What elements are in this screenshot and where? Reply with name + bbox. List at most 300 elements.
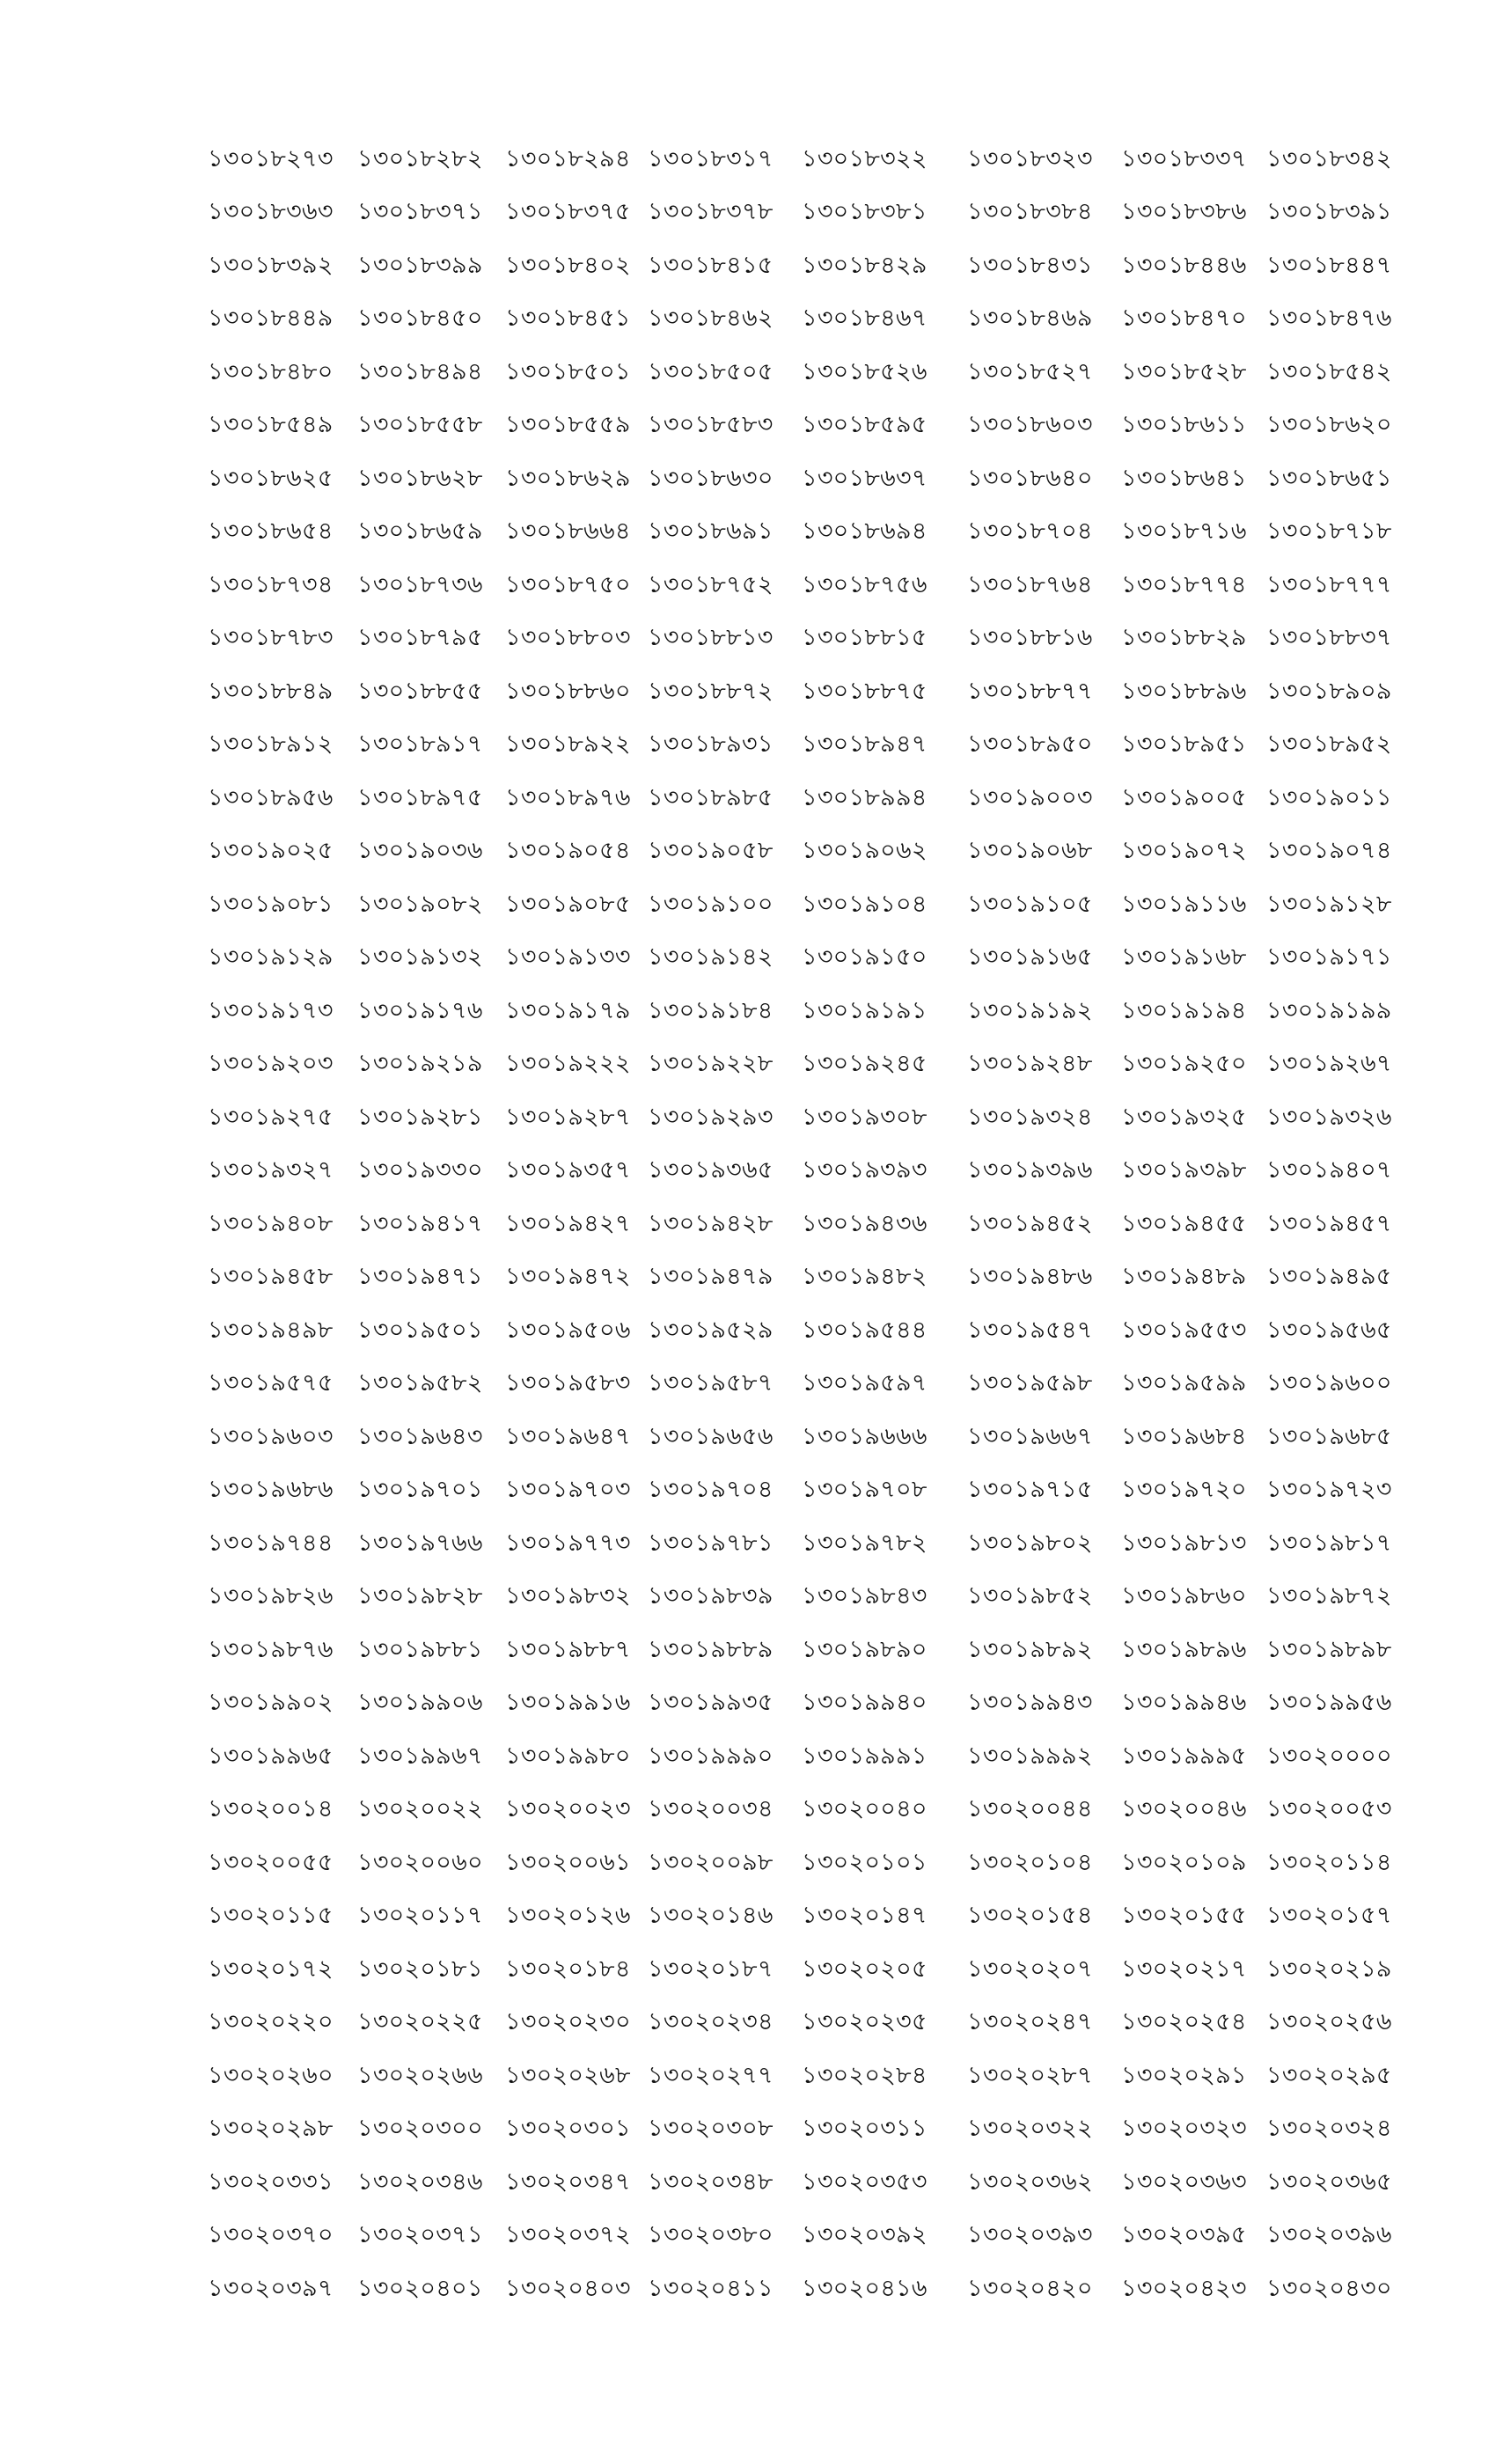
roll-number: ১৩০১৮৩৯২: [208, 251, 334, 279]
roll-number: ১৩০১৯৮৪৩: [802, 1582, 928, 1610]
roll-number: ১৩০১৮২৭৩: [208, 144, 334, 172]
roll-number: ১৩০১৯১৩৩: [505, 943, 631, 972]
roll-number: ১৩০১৮৪১৫: [648, 251, 774, 279]
roll-number: ১৩০১৯০৩৬: [357, 837, 483, 865]
roll-number: ১৩০১৮৯৮৫: [648, 783, 774, 811]
roll-number: ১৩০২০৪০১: [357, 2274, 483, 2302]
roll-number: ১৩০১৮৯৫১: [1121, 730, 1247, 759]
roll-number: ১৩০২০৪২৩: [1121, 2274, 1247, 2302]
roll-number: ১৩০১৮৭৯৫: [357, 624, 483, 652]
roll-number: ১৩০১৮৮৭৭: [967, 677, 1093, 705]
roll-number: ১৩০২০০২২: [357, 1795, 483, 1823]
roll-number: ১৩০১৯১৭৯: [505, 996, 631, 1024]
roll-number: ১৩০১৮৭৬৪: [967, 570, 1093, 598]
roll-number: ১৩০১৮৬৪০: [967, 464, 1093, 492]
roll-number: ১৩০১৮৯৭৬: [505, 783, 631, 811]
roll-number: ১৩০১৯৭০৮: [802, 1476, 928, 1504]
roll-number: ১৩০১৮৮৬০: [505, 677, 631, 705]
roll-number: ১৩০১৯৯০২: [208, 1689, 334, 1717]
roll-number: ১৩০১৮৩৯৯: [357, 251, 483, 279]
roll-number: ১৩০১৯১৮৪: [648, 996, 774, 1024]
roll-number: ১৩০২০৩০০: [357, 2115, 483, 2143]
roll-number: ১৩০১৯৩৯৬: [967, 1156, 1093, 1184]
roll-number: ১৩০১৮৫২৮: [1121, 357, 1247, 385]
roll-number: ১৩০১৯৫৮৭: [648, 1369, 774, 1397]
roll-number: ১৩০২০৩৮০: [648, 2221, 774, 2249]
roll-number: ১৩০১৮৫০১: [505, 357, 631, 385]
roll-number: ১৩০২০১৭২: [208, 1954, 334, 1983]
roll-number: ১৩০১৯০৫৪: [505, 837, 631, 865]
roll-number: ১৩০১৯৯৬৫: [208, 1742, 334, 1770]
roll-number: ১৩০১৮৪৬২: [648, 304, 774, 333]
roll-number: ১৩০১৮৮৭২: [648, 677, 774, 705]
roll-number: ১৩০২০৩৬৩: [1121, 2167, 1247, 2196]
roll-number: ১৩০২০১১৪: [1266, 1848, 1392, 1876]
roll-number: ১৩০১৮৭৭৪: [1121, 570, 1247, 598]
roll-number: ১৩০১৯২৮৭: [505, 1103, 631, 1131]
roll-number: ১৩০২০৩০১: [505, 2115, 631, 2143]
roll-number: ১৩০১৮৮৯৬: [1121, 677, 1247, 705]
roll-number: ১৩০২০৩৪৬: [357, 2167, 483, 2196]
roll-number: ১৩০২০০০০: [1266, 1742, 1392, 1770]
roll-number: ১৩০১৯৩৬৫: [648, 1156, 774, 1184]
roll-number: ১৩০১৯৪২৮: [648, 1209, 774, 1237]
roll-number: ১৩০১৯৯৬৭: [357, 1742, 483, 1770]
roll-number: ১৩০১৯৫৪৭: [967, 1316, 1093, 1344]
roll-number: ১৩০১৮৭৩৬: [357, 570, 483, 598]
roll-number: ১৩০১৯২৯৩: [648, 1103, 774, 1131]
roll-number: ১৩০২০০৫৩: [1266, 1795, 1392, 1823]
roll-number: ১৩০১৯২৮১: [357, 1103, 483, 1131]
roll-number: ১৩০১৮৬৯৪: [802, 517, 928, 546]
roll-number: ১৩০১৯০৮২: [357, 890, 483, 918]
roll-number: ১৩০২০৩২৩: [1121, 2115, 1247, 2143]
roll-number: ১৩০১৮৯০৯: [1266, 677, 1392, 705]
roll-number: ১৩০১৮৩৯১: [1266, 198, 1392, 226]
roll-number: ১৩০১৮৯২২: [505, 730, 631, 759]
roll-number: ১৩০২০০৯৮: [648, 1848, 774, 1876]
roll-number: ১৩০১৯৭৮১: [648, 1529, 774, 1557]
roll-number: ১৩০২০১০৯: [1121, 1848, 1247, 1876]
roll-number: ১৩০১৯৬৮৪: [1121, 1422, 1247, 1450]
roll-number: ১৩০১৯৯১৬: [505, 1689, 631, 1717]
roll-number: ১৩০১৯৪০৮: [208, 1209, 334, 1237]
roll-number: ১৩০২০৩১১: [802, 2115, 928, 2143]
roll-number: ১৩০২০৩৫৩: [802, 2167, 928, 2196]
roll-number: ১৩০১৯৪৫৭: [1266, 1209, 1392, 1237]
roll-number: ১৩০১৯৫৫৩: [1121, 1316, 1247, 1344]
roll-number: ১৩০২০০৫৫: [208, 1848, 334, 1876]
roll-number: ১৩০১৯৫৮২: [357, 1369, 483, 1397]
roll-number: ১৩০১৯১৬৮: [1121, 943, 1247, 972]
roll-number: ১৩০১৯৪৭১: [357, 1263, 483, 1291]
roll-number: ১৩০১৮৭৫৬: [802, 570, 928, 598]
roll-number: ১৩০১৯৫৭৫: [208, 1369, 334, 1397]
roll-number: ১৩০১৯৩২৬: [1266, 1103, 1392, 1131]
roll-number: ১৩০১৯৯৮০: [505, 1742, 631, 1770]
roll-number: ১৩০১৯৪১৭: [357, 1209, 483, 1237]
roll-number: ১৩০১৮৮১৩: [648, 624, 774, 652]
roll-number: ১৩০১৯৭৭৩: [505, 1529, 631, 1557]
roll-number: ১৩০১৮৩২৩: [967, 144, 1093, 172]
roll-number: ১৩০২০২৪৭: [967, 2008, 1093, 2036]
roll-number: ১৩০১৮৯৫৬: [208, 783, 334, 811]
roll-number: ১৩০১৯১৯১: [802, 996, 928, 1024]
roll-number: ১৩০১৯৩৯৮: [1121, 1156, 1247, 1184]
roll-number: ১৩০২০২২৫: [357, 2008, 483, 2036]
roll-number: ১৩০১৮৯৪৭: [802, 730, 928, 759]
roll-number: ১৩০২০১৮৪: [505, 1954, 631, 1983]
roll-number: ১৩০১৯৪৮৯: [1121, 1263, 1247, 1291]
roll-number: ১৩০১৮৬৫৯: [357, 517, 483, 546]
roll-number: ১৩০১৮৮২৯: [1121, 624, 1247, 652]
roll-number: ১৩০১৯০৫৮: [648, 837, 774, 865]
roll-number: ১৩০২০৩৭১: [357, 2221, 483, 2249]
roll-number: ১৩০১৯৮৩৯: [648, 1582, 774, 1610]
roll-number: ১৩০১৯৫৪৪: [802, 1316, 928, 1344]
roll-number: ১৩০১৮৪৩১: [967, 251, 1093, 279]
roll-number: ১৩০১৯৮১৭: [1266, 1529, 1392, 1557]
roll-number: ১৩০১৮৩২২: [802, 144, 928, 172]
roll-number: ১৩০১৮৩৮৬: [1121, 198, 1247, 226]
roll-number: ১৩০১৯৫৮৩: [505, 1369, 631, 1397]
roll-number: ১৩০২০৩৯৭: [208, 2274, 334, 2302]
roll-number: ১৩০১৯১২৯: [208, 943, 334, 972]
roll-number: ১৩০১৮৭৫০: [505, 570, 631, 598]
roll-number: ১৩০২০১০৪: [967, 1848, 1093, 1876]
roll-number: ১৩০১৯৭১৫: [967, 1476, 1093, 1504]
roll-number: ১৩০১৮৩১৭: [648, 144, 774, 172]
roll-number: ১৩০১৮৪০২: [505, 251, 631, 279]
roll-number: ১৩০১৮৪৪৭: [1266, 251, 1392, 279]
roll-number: ১৩০১৯১১৬: [1121, 890, 1247, 918]
roll-number: ১৩০২০১৫৫: [1121, 1902, 1247, 1930]
roll-number: ১৩০২০০৩৪: [648, 1795, 774, 1823]
roll-number: ১৩০২০২৬০: [208, 2061, 334, 2089]
roll-number: ১৩০২০১৮৭: [648, 1954, 774, 1983]
roll-number: ১৩০১৯৮২৮: [357, 1582, 483, 1610]
roll-number: ১৩০১৯৪৩৬: [802, 1209, 928, 1237]
roll-number: ১৩০১৮৩৮১: [802, 198, 928, 226]
roll-number: ১৩০১৮৩৭৫: [505, 198, 631, 226]
roll-number: ১৩০১৯৭০৩: [505, 1476, 631, 1504]
roll-number: ১৩০১৯০০৩: [967, 783, 1093, 811]
roll-number: ১৩০১৯৬৪৭: [505, 1422, 631, 1450]
roll-number: ১৩০১৮৭১৬: [1121, 517, 1247, 546]
roll-number: ১৩০১৯২৪৫: [802, 1050, 928, 1078]
roll-number: ১৩০১৯৮৮৭: [505, 1635, 631, 1663]
roll-number: ১৩০১৯৪৭৯: [648, 1263, 774, 1291]
roll-number: ১৩০২০০৪৪: [967, 1795, 1093, 1823]
roll-number: ১৩০১৯০৬২: [802, 837, 928, 865]
roll-number: ১৩০১৯১৭৩: [208, 996, 334, 1024]
roll-number: ১৩০১৮৯১৭: [357, 730, 483, 759]
roll-number: ১৩০১৯৮৮১: [357, 1635, 483, 1663]
roll-number: ১৩০১৯০৭৪: [1266, 837, 1392, 865]
roll-number: ১৩০১৯৩২৫: [1121, 1103, 1247, 1131]
roll-number: ১৩০১৮৭৫২: [648, 570, 774, 598]
roll-number: ১৩০১৯৫৯৮: [967, 1369, 1093, 1397]
roll-number: ১৩০১৮৮৩৭: [1266, 624, 1392, 652]
roll-number: ১৩০২০৪১৬: [802, 2274, 928, 2302]
roll-number: ১৩০১৯২১৯: [357, 1050, 483, 1078]
roll-number: ১৩০২০১৪৭: [802, 1902, 928, 1930]
roll-number: ১৩০১৯৪০৭: [1266, 1156, 1392, 1184]
roll-number: ১৩০১৯২২৮: [648, 1050, 774, 1078]
roll-number-grid: [208, 132, 1392, 2315]
roll-number: ১৩০১৯৩০৮: [802, 1103, 928, 1131]
roll-number: ১৩০১৮৩৭৮: [648, 198, 774, 226]
roll-number: ১৩০১৯৯০৬: [357, 1689, 483, 1717]
roll-number: ১৩০১৮৬৫১: [1266, 464, 1392, 492]
roll-number: ১৩০১৯৯৪৬: [1121, 1689, 1247, 1717]
roll-number: ১৩০১৮৭৮৩: [208, 624, 334, 652]
roll-number: ১৩০১৯৩২৭: [208, 1156, 334, 1184]
roll-number: ১৩০১৮৫২৬: [802, 357, 928, 385]
roll-number: ১৩০১৯৫৯৯: [1121, 1369, 1247, 1397]
roll-number: ১৩০২০০১৪: [208, 1795, 334, 1823]
roll-number: ১৩০২০২৭৭: [648, 2061, 774, 2089]
roll-number: ১৩০১৮৮৪৯: [208, 677, 334, 705]
roll-number: ১৩০১৯১৭৬: [357, 996, 483, 1024]
roll-number: ১৩০১৯৯৪০: [802, 1689, 928, 1717]
roll-number: ১৩০১৯০৮১: [208, 890, 334, 918]
roll-number: ১৩০১৯৬৬৬: [802, 1422, 928, 1450]
roll-number: ১৩০২০৩৯৩: [967, 2221, 1093, 2249]
roll-number: ১৩০১৮৪৫১: [505, 304, 631, 333]
roll-number: ১৩০২০৪০৩: [505, 2274, 631, 2302]
roll-number: ১৩০১৯৪৮৬: [967, 1263, 1093, 1291]
roll-number: ১৩০১৮৬০৩: [967, 411, 1093, 439]
roll-number: ১৩০১৯৮৯৬: [1121, 1635, 1247, 1663]
roll-number: ১৩০১৯১৭১: [1266, 943, 1392, 972]
roll-number: ১৩০১৯২২২: [505, 1050, 631, 1078]
roll-number: ১৩০১৯১৫০: [802, 943, 928, 972]
roll-number: ১৩০১৯৮৭৬: [208, 1635, 334, 1663]
roll-number: ১৩০১৯২৪৮: [967, 1050, 1093, 1078]
roll-number: ১৩০১৮৮৭৫: [802, 677, 928, 705]
roll-number: ১৩০১৮৬৩০: [648, 464, 774, 492]
roll-number: ১৩০১৯৩৯৩: [802, 1156, 928, 1184]
roll-number: ১৩০১৯৮৯৮: [1266, 1635, 1392, 1663]
roll-number: ১৩০১৮৫৮৩: [648, 411, 774, 439]
roll-number: ১৩০১৮৪৬৭: [802, 304, 928, 333]
roll-number: ১৩০১৯৭৮২: [802, 1529, 928, 1557]
roll-number: ১৩০১৮৭৭৭: [1266, 570, 1392, 598]
roll-number: ১৩০১৯৪২৭: [505, 1209, 631, 1237]
roll-number: ১৩০২০২০৫: [802, 1954, 928, 1983]
roll-number: ১৩০১৯৮২৬: [208, 1582, 334, 1610]
roll-number: ১৩০১৮৯৭৫: [357, 783, 483, 811]
roll-number: ১৩০২০২১৯: [1266, 1954, 1392, 1983]
roll-number: ১৩০১৯০০৫: [1121, 783, 1247, 811]
roll-number: ১৩০১৮৬৪১: [1121, 464, 1247, 492]
roll-number: ১৩০১৮৫৫৯: [505, 411, 631, 439]
roll-number: ১৩০১৯৪৫২: [967, 1209, 1093, 1237]
roll-number: ১৩০১৯৮৩২: [505, 1582, 631, 1610]
roll-number: ১৩০১৯৯৯০: [648, 1742, 774, 1770]
roll-number: ১৩০১৮৯৯৪: [802, 783, 928, 811]
roll-number: ১৩০১৮৯৫২: [1266, 730, 1392, 759]
roll-number: ১৩০১৯৩৫৭: [505, 1156, 631, 1184]
roll-number: ১৩০২০১২৬: [505, 1902, 631, 1930]
roll-number: ১৩০১৮৪৪৬: [1121, 251, 1247, 279]
roll-number: ১৩০১৯৬৮৬: [208, 1476, 334, 1504]
roll-number: ১৩০২০২৮৪: [802, 2061, 928, 2089]
roll-number: ১৩০২০২৩৫: [802, 2008, 928, 2036]
roll-number: ১৩০১৮৫০৫: [648, 357, 774, 385]
roll-number: ১৩০১৮৬৩৭: [802, 464, 928, 492]
roll-number: ১৩০১৯৭২০: [1121, 1476, 1247, 1504]
roll-number: ১৩০১৯৫০১: [357, 1316, 483, 1344]
roll-number: ১৩০১৮৫৪৯: [208, 411, 334, 439]
roll-number: ১৩০১৮৪২৯: [802, 251, 928, 279]
roll-number: ১৩০২০৪৩০: [1266, 2274, 1392, 2302]
roll-number: ১৩০১৯২৫০: [1121, 1050, 1247, 1078]
roll-number: ১৩০২০২০৭: [967, 1954, 1093, 1983]
roll-number: ১৩০১৮৩৬৩: [208, 198, 334, 226]
roll-number: ১৩০১৮৬২০: [1266, 411, 1392, 439]
roll-number: ১৩০২০৩৭২: [505, 2221, 631, 2249]
roll-number: ১৩০১৯৫০৬: [505, 1316, 631, 1344]
roll-number: ১৩০২০০৬১: [505, 1848, 631, 1876]
roll-number: ১৩০১৮৯১২: [208, 730, 334, 759]
roll-number: ১৩০২০০৪৬: [1121, 1795, 1247, 1823]
roll-number: ১৩০১৮৪৭০: [1121, 304, 1247, 333]
roll-number: ১৩০১৯৮৯২: [967, 1635, 1093, 1663]
roll-number: ১৩০১৮৮৫৫: [357, 677, 483, 705]
roll-number: ১৩০২০২৯১: [1121, 2061, 1247, 2089]
roll-number: ১৩০১৯৬৬৭: [967, 1422, 1093, 1450]
roll-number: ১৩০১৯৯৯১: [802, 1742, 928, 1770]
roll-number: ১৩০১৯১০৫: [967, 890, 1093, 918]
roll-number: ১৩০১৮৬৬৪: [505, 517, 631, 546]
roll-number: ১৩০১৯৪৯৮: [208, 1316, 334, 1344]
roll-number: ১৩০১৯৯৯৫: [1121, 1742, 1247, 1770]
roll-number: ১৩০২০২২০: [208, 2008, 334, 2036]
roll-number: ১৩০২০৩৯৬: [1266, 2221, 1392, 2249]
roll-number: ১৩০১৯৯৩৫: [648, 1689, 774, 1717]
roll-number: ১৩০১৮৬২৫: [208, 464, 334, 492]
roll-number: ১৩০১৯৪৭২: [505, 1263, 631, 1291]
roll-number: ১৩০১৮৩৩৭: [1121, 144, 1247, 172]
roll-number: ১৩০১৮৩৮৪: [967, 198, 1093, 226]
roll-number: ১৩০১৯৬৮৫: [1266, 1422, 1392, 1450]
roll-number: ১৩০১৮৩৪২: [1266, 144, 1392, 172]
roll-number: ১৩০১৯১২৮: [1266, 890, 1392, 918]
roll-number: ১৩০১৮৫৫৮: [357, 411, 483, 439]
roll-number: ১৩০১৯০৮৫: [505, 890, 631, 918]
roll-number: ১৩০১৮৬২৮: [357, 464, 483, 492]
roll-number: ১৩০১৯১৬৫: [967, 943, 1093, 972]
roll-number: ১৩০১৮৪৬৯: [967, 304, 1093, 333]
roll-number: ১৩০২০১১৭: [357, 1902, 483, 1930]
roll-number: ১৩০২০২৯৮: [208, 2115, 334, 2143]
roll-number: ১৩০১৮৯৩১: [648, 730, 774, 759]
roll-number: ১৩০১৯৬০০: [1266, 1369, 1392, 1397]
roll-number: ১৩০১৯৪৮২: [802, 1263, 928, 1291]
roll-number: ১৩০১৯৮৮৯: [648, 1635, 774, 1663]
roll-number: ১৩০২০২৬৮: [505, 2061, 631, 2089]
roll-number: ১৩০১৯৫৬৫: [1266, 1316, 1392, 1344]
roll-number: ১৩০২০৪১১: [648, 2274, 774, 2302]
roll-number: ১৩০২০৩৬২: [967, 2167, 1093, 2196]
roll-number: ১৩০১৯৫২৯: [648, 1316, 774, 1344]
roll-number: ১৩০২০২১৭: [1121, 1954, 1247, 1983]
roll-number: ১৩০২০২৮৭: [967, 2061, 1093, 2089]
roll-number: ১৩০১৯১৩২: [357, 943, 483, 972]
roll-number: ১৩০১৯১৪২: [648, 943, 774, 972]
roll-number: ১৩০১৯৮৭২: [1266, 1582, 1392, 1610]
roll-number: ১৩০১৯১০০: [648, 890, 774, 918]
roll-number: ১৩০২০৩৪৮: [648, 2167, 774, 2196]
roll-number: ১৩০১৯৭৬৬: [357, 1529, 483, 1557]
roll-number: ১৩০১৯৬৫৬: [648, 1422, 774, 1450]
roll-number: ১৩০১৮৬৫৪: [208, 517, 334, 546]
roll-number: ১৩০১৮৯৫০: [967, 730, 1093, 759]
roll-number: ১৩০২০০৬০: [357, 1848, 483, 1876]
roll-number: ১৩০১৮৭৩৪: [208, 570, 334, 598]
roll-number: ১৩০২০২৫৬: [1266, 2008, 1392, 2036]
roll-number: ১৩০২০৩৬৫: [1266, 2167, 1392, 2196]
roll-number: ১৩০১৯০৭২: [1121, 837, 1247, 865]
roll-number: ১৩০১৮২৯৪: [505, 144, 631, 172]
roll-number: ১৩০১৯১০৪: [802, 890, 928, 918]
roll-number: ১৩০২০২৬৬: [357, 2061, 483, 2089]
roll-number: ১৩০২০১৪৬: [648, 1902, 774, 1930]
roll-number: ১৩০১৮৩৭১: [357, 198, 483, 226]
roll-number: ১৩০২০২৫৪: [1121, 2008, 1247, 2036]
roll-number: ১৩০২০৩০৮: [648, 2115, 774, 2143]
roll-number: ১৩০২০৩৩১: [208, 2167, 334, 2196]
roll-number: ১৩০১৮৪৮০: [208, 357, 334, 385]
roll-number: ১৩০১৯১৯৯: [1266, 996, 1392, 1024]
roll-number: ১৩০১৯৮৬০: [1121, 1582, 1247, 1610]
roll-number: ১৩০১৯০১১: [1266, 783, 1392, 811]
roll-number: ১৩০১৯৭২৩: [1266, 1476, 1392, 1504]
roll-number: ১৩০২০৩৯৫: [1121, 2221, 1247, 2249]
roll-number: ১৩০১৯৮৫২: [967, 1582, 1093, 1610]
roll-number: ১৩০২০৩৭০: [208, 2221, 334, 2249]
roll-number: ১৩০২০৩২২: [967, 2115, 1093, 2143]
roll-number: ১৩০১৯১৯২: [967, 996, 1093, 1024]
roll-number: ১৩০১৮৬২৯: [505, 464, 631, 492]
roll-number: ১৩০১৮৫৪২: [1266, 357, 1392, 385]
roll-number: ১৩০২০৪২০: [967, 2274, 1093, 2302]
roll-number: ১৩০২০১৮১: [357, 1954, 483, 1983]
roll-number: ১৩০১৯২০৩: [208, 1050, 334, 1078]
roll-number: ১৩০১৯৭০১: [357, 1476, 483, 1504]
roll-number: ১৩০১৯০২৫: [208, 837, 334, 865]
roll-number: ১৩০১৯৯৪৩: [967, 1689, 1093, 1717]
roll-number: ১৩০২০২৩৪: [648, 2008, 774, 2036]
roll-number: ১৩০১৮৬১১: [1121, 411, 1247, 439]
roll-number: ১৩০১৮৪৪৯: [208, 304, 334, 333]
roll-number: ১৩০২০২৩০: [505, 2008, 631, 2036]
roll-number: ১৩০১৯১৯৪: [1121, 996, 1247, 1024]
roll-number: ১৩০১৮৭০৪: [967, 517, 1093, 546]
roll-number: ১৩০১৯৬৪৩: [357, 1422, 483, 1450]
roll-number: ১৩০১৮৮০৩: [505, 624, 631, 652]
roll-number: ১৩০১৯৮১৩: [1121, 1529, 1247, 1557]
roll-number: ১৩০১৯৪৫৫: [1121, 1209, 1247, 1237]
roll-number: ১৩০২০১১৫: [208, 1902, 334, 1930]
roll-number: ১৩০১৯৩২৪: [967, 1103, 1093, 1131]
roll-number: ১৩০২০০২৩: [505, 1795, 631, 1823]
roll-number: ১৩০২০১৫৭: [1266, 1902, 1392, 1930]
roll-number: ১৩০১৯৪৫৮: [208, 1263, 334, 1291]
roll-number: ১৩০২০৩৪৭: [505, 2167, 631, 2196]
